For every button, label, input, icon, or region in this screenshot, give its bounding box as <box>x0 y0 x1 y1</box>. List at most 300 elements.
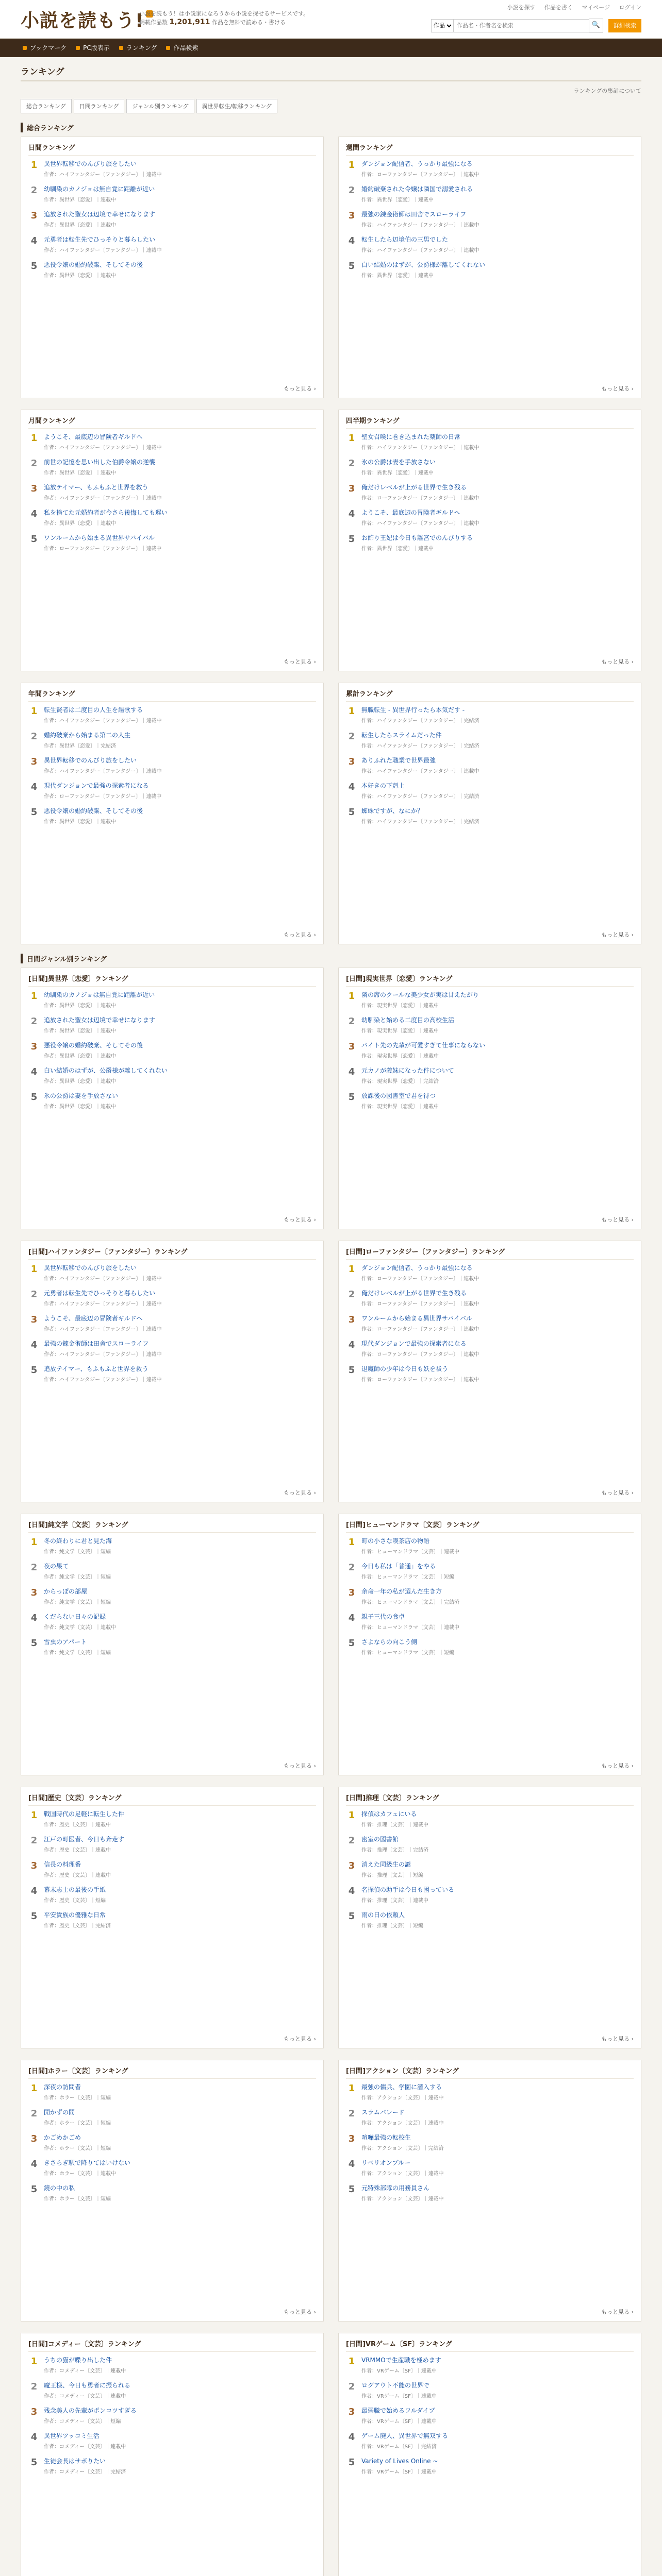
nav-pc-view[interactable]: PC版表示 <box>74 39 117 57</box>
ranking-item <box>28 1016 316 1034</box>
work-meta: 作者：異世界〔恋愛〕｜連載中 <box>44 819 116 825</box>
ranking-box <box>21 1514 324 1775</box>
rank-number: 1 <box>348 991 355 1002</box>
ranking-grid <box>21 137 641 944</box>
rank-number: 4 <box>30 1613 38 1623</box>
ranking-box <box>338 137 641 398</box>
work-title-link[interactable]: 元勇者は転生先でひっそりと暮らしたい <box>44 236 156 243</box>
tab-overall[interactable]: 総合ランキング <box>21 99 72 113</box>
work-title-link[interactable]: 最弱職で始めるフルダイブ <box>361 2407 435 2414</box>
work-title-link[interactable]: 消えた同級生の謎 <box>361 1861 411 1868</box>
ranking-item-body <box>40 2406 316 2425</box>
work-title-link[interactable]: 無職転生 - 異世界行ったら本気だす - <box>361 706 465 714</box>
rank-number: 1 <box>30 433 38 444</box>
ranking-item-body <box>357 1860 634 1878</box>
rank-number: 2 <box>30 1289 38 1300</box>
rank-number: 4 <box>30 2159 38 2170</box>
ranking-item <box>28 706 316 724</box>
work-title-link[interactable]: ありふれた職業で世界最強 <box>361 757 436 764</box>
ranking-item-body <box>357 1092 634 1110</box>
work-meta: 作者：VRゲーム〔SF〕｜連載中 <box>361 2469 437 2475</box>
work-meta: 作者：推理〔文芸〕｜連載中 <box>361 1898 428 1904</box>
more-link[interactable]: もっと見る › <box>601 1761 634 1770</box>
work-title-link[interactable]: 異世界ツッコミ生活 <box>44 2432 100 2439</box>
ranking-item-body <box>40 483 316 501</box>
work-title-link[interactable]: 異世界転移でのんびり旅をしたい <box>44 160 137 167</box>
tagline-count-label: 掲載作品数 <box>139 19 168 26</box>
ranking-item-body <box>357 2406 634 2425</box>
ranking-item-body <box>357 991 634 1009</box>
work-title-link[interactable]: 婚約破棄された令嬢は隣国で溺愛される <box>361 185 473 193</box>
work-meta: 作者：ホラー〔文芸〕｜短編 <box>44 2196 111 2202</box>
more-link[interactable]: もっと見る › <box>601 930 634 939</box>
work-title-link[interactable]: 鏡の中の私 <box>44 2184 75 2192</box>
ranking-box-title: [日間]推理〔文芸〕ランキング <box>346 1792 634 1806</box>
ranking-item <box>346 261 634 279</box>
work-title-link[interactable]: 現代ダンジョンで最強の探索者になる <box>361 1340 467 1347</box>
ranking-item <box>346 1264 634 1282</box>
ranking-item-body <box>40 706 316 724</box>
work-title-link[interactable]: 最強の錬金術師は田舎でスローライフ <box>361 211 467 218</box>
nav-ranking[interactable]: ランキング <box>117 39 164 57</box>
rank-number: 3 <box>348 1860 355 1871</box>
rank-number: 2 <box>348 1016 355 1027</box>
more-link[interactable]: もっと見る › <box>284 384 316 393</box>
ranking-box <box>21 2333 324 2576</box>
ranking-box-title: 月間ランキング <box>28 415 316 429</box>
work-meta: 作者：アクション〔文芸〕｜連載中 <box>361 2121 444 2126</box>
ranking-tabs <box>21 99 641 113</box>
util-link-login[interactable]: ログイン <box>619 4 641 11</box>
rank-number: 1 <box>30 1264 38 1275</box>
work-meta: 作者：ローファンタジー〔ファンタジー〕｜連載中 <box>361 1327 479 1332</box>
rank-number: 4 <box>348 509 355 519</box>
ranking-item-body <box>40 731 316 749</box>
work-meta: 作者：ローファンタジー〔ファンタジー〕｜連載中 <box>44 546 162 552</box>
ranking-box-title: 四半期ランキング <box>346 415 634 429</box>
work-title-link[interactable]: 追放された聖女は辺境で幸せになります <box>44 1016 156 1024</box>
work-title-link[interactable]: ダンジョン配信者、うっかり最強になる <box>361 160 473 167</box>
work-title-link[interactable]: 追放テイマー、もふもふと世界を救う <box>44 484 148 491</box>
ranking-sections <box>21 123 641 2576</box>
ranking-item <box>346 185 634 203</box>
work-title-link[interactable]: かごめかごめ <box>44 2134 81 2141</box>
more-link[interactable]: もっと見る › <box>284 930 316 939</box>
work-title-link[interactable]: 転生賢者は二度目の人生を謳歌する <box>44 706 143 714</box>
work-title-link[interactable]: 婚約破棄から始まる第二の人生 <box>44 732 131 739</box>
rank-number: 3 <box>348 1587 355 1598</box>
search-input[interactable] <box>454 19 589 32</box>
work-title-link[interactable]: 探偵はカフェにいる <box>361 1810 417 1818</box>
ranking-item <box>346 2159 634 2177</box>
more-link[interactable]: もっと見る › <box>601 384 634 393</box>
rank-number: 5 <box>30 534 38 545</box>
work-title-link[interactable]: 喧嘩最強の転校生 <box>361 2134 411 2141</box>
work-meta: 作者：異世界〔恋愛〕｜連載中 <box>361 546 434 552</box>
rank-number: 4 <box>30 509 38 519</box>
more-link[interactable]: もっと見る › <box>284 1215 316 1224</box>
work-title-link[interactable]: 幼馴染のカノジョは無自覚に距離が近い <box>44 185 155 193</box>
work-meta: 作者：VRゲーム〔SF〕｜連載中 <box>361 2394 437 2399</box>
work-meta: 作者：異世界〔恋愛〕｜連載中 <box>44 1028 116 1034</box>
work-title-link[interactable]: 現代ダンジョンで最強の探索者になる <box>44 782 149 789</box>
work-title-link[interactable]: ようこそ、最底辺の冒険者ギルドへ <box>361 509 460 516</box>
work-title-link[interactable]: ようこそ、最底辺の冒険者ギルドへ <box>44 433 143 440</box>
work-title-link[interactable]: 余命一年の私が選んだ生き方 <box>361 1588 442 1595</box>
section-title: 総合ランキング <box>21 123 641 132</box>
work-meta: 作者：ハイファンタジー〔ファンタジー〕｜完結済 <box>361 718 479 724</box>
work-title-link[interactable]: 冬の終わりに君と見た海 <box>44 1537 112 1545</box>
work-title-link[interactable]: からっぽの部屋 <box>44 1588 88 1595</box>
ranking-item <box>346 1066 634 1084</box>
work-title-link[interactable]: スラムパレード <box>361 2109 405 2116</box>
more-link[interactable]: もっと見る › <box>601 2308 634 2316</box>
ranking-item-body <box>357 1810 634 1828</box>
rank-number: 3 <box>348 1314 355 1325</box>
work-title-link[interactable]: 平安貴族の優雅な日常 <box>44 1911 106 1919</box>
work-meta: 作者：異世界〔恋愛〕｜連載中 <box>44 521 116 527</box>
rank-number: 2 <box>30 731 38 742</box>
more-link[interactable]: もっと見る › <box>601 657 634 666</box>
rank-number: 1 <box>30 1537 38 1548</box>
work-meta: 作者：ハイファンタジー〔ファンタジー〕｜連載中 <box>361 223 479 228</box>
ranking-item <box>346 1314 634 1332</box>
work-meta: 作者：ローファンタジー〔ファンタジー〕｜連載中 <box>361 496 479 501</box>
work-meta: 作者：異世界〔恋愛〕｜連載中 <box>44 1003 116 1009</box>
tab-daily[interactable]: 日間ランキング <box>74 99 125 113</box>
ranking-item-body <box>357 2133 634 2151</box>
work-meta: 作者：推理〔文芸〕｜短編 <box>361 1923 423 1929</box>
work-title-link[interactable]: 氷の公爵は妻を手放さない <box>361 459 436 466</box>
ranking-item <box>346 534 634 552</box>
ranking-item-body <box>40 509 316 527</box>
more-link[interactable]: もっと見る › <box>601 1488 634 1497</box>
work-title-link[interactable]: 隣の席のクールな美少女が実は甘えたがり <box>361 991 479 998</box>
work-title-link[interactable]: 江戸の町医者、今日も奔走す <box>44 1836 125 1843</box>
ranking-item-body <box>40 1092 316 1110</box>
ranking-item <box>28 1562 316 1580</box>
work-title-link[interactable]: 生徒会長はサボりたい <box>44 2458 106 2465</box>
ranking-item-body <box>357 1365 634 1383</box>
rank-number: 4 <box>348 1340 355 1350</box>
rank-number: 4 <box>348 1613 355 1623</box>
rank-number: 1 <box>348 2356 355 2367</box>
work-meta: 作者：ホラー〔文芸〕｜短編 <box>44 2095 111 2101</box>
rank-number: 5 <box>348 807 355 818</box>
rank-number: 5 <box>348 534 355 545</box>
search-type-select[interactable] <box>431 19 454 32</box>
rank-number: 2 <box>30 1562 38 1573</box>
work-meta: 作者：VRゲーム〔SF〕｜連載中 <box>361 2419 437 2425</box>
ranking-item-body <box>357 1638 634 1656</box>
work-title-link[interactable]: 幕末志士の最後の手紙 <box>44 1886 106 1893</box>
ranking-item <box>346 1016 634 1034</box>
ranking-item-body <box>40 1587 316 1605</box>
work-title-link[interactable]: 退魔師の少年は今日も妖を祓う <box>361 1365 449 1372</box>
ranking-item-body <box>40 1886 316 1904</box>
more-link[interactable]: もっと見る › <box>284 2035 316 2043</box>
tagline-suffix: 作品を無料で読める・書ける <box>211 19 286 26</box>
util-link-write[interactable]: 作品を書く <box>544 4 573 11</box>
ranking-item <box>346 1810 634 1828</box>
work-title-link[interactable]: 白い結婚のはずが、公爵様が離してくれない <box>361 261 486 268</box>
work-meta: 作者：ホラー〔文芸〕｜短編 <box>44 2121 111 2126</box>
rank-number: 5 <box>30 1092 38 1103</box>
ranking-item-body <box>40 1537 316 1555</box>
ranking-item <box>28 991 316 1009</box>
ranking-item <box>346 2432 634 2450</box>
rank-number: 2 <box>348 731 355 742</box>
ranking-item-body <box>40 2159 316 2177</box>
work-meta: 作者：異世界〔恋愛〕｜連載中 <box>44 197 116 203</box>
rank-number: 4 <box>30 1066 38 1077</box>
ranking-item <box>346 731 634 749</box>
work-meta: 作者：ハイファンタジー〔ファンタジー〕｜連載中 <box>361 769 479 774</box>
work-title-link[interactable]: バイト先の先輩が可愛すぎて仕事にならない <box>361 1042 486 1049</box>
work-meta: 作者：純文学〔文芸〕｜短編 <box>44 1600 111 1605</box>
work-title-link[interactable]: 雪虫のアパート <box>44 1638 87 1646</box>
ranking-item <box>346 2184 634 2202</box>
work-title-link[interactable]: VRMMOで生産職を極めます <box>361 2357 441 2364</box>
work-title-link[interactable]: ワンルームから始まる異世界サバイバル <box>361 1315 472 1322</box>
work-title-link[interactable]: 異世界転移でのんびり旅をしたい <box>44 1264 137 1272</box>
work-title-link[interactable]: くだらない日々の記録 <box>44 1613 106 1620</box>
ranking-item-body <box>357 1587 634 1605</box>
ranking-item <box>28 1289 316 1307</box>
rank-number: 5 <box>30 261 38 272</box>
work-title-link[interactable]: ワンルームから始まる異世界サバイバル <box>44 534 155 541</box>
work-meta: 作者：VRゲーム〔SF〕｜完結済 <box>361 2444 437 2450</box>
work-title-link[interactable]: 追放テイマー、もふもふと世界を救う <box>44 1365 148 1372</box>
work-meta: 作者：推理〔文芸〕｜短編 <box>361 1873 423 1878</box>
work-title-link[interactable]: 今日も私は「普通」をやる <box>361 1563 436 1570</box>
work-meta: 作者：現実世界〔恋愛〕｜連載中 <box>361 1028 439 1034</box>
work-title-link[interactable]: 悪役令嬢の婚約破棄、そしてその後 <box>44 807 143 815</box>
ranking-item-body <box>40 1562 316 1580</box>
ranking-box-title: 週間ランキング <box>346 142 634 156</box>
work-title-link[interactable]: 白い結婚のはずが、公爵様が離してくれない <box>44 1067 168 1074</box>
rank-number: 3 <box>348 210 355 221</box>
work-title-link[interactable]: 放課後の図書室で君を待つ <box>361 1092 436 1099</box>
work-title-link[interactable]: うちの猫が喋り出した件 <box>44 2357 112 2364</box>
ranking-item <box>28 1314 316 1332</box>
ranking-item <box>28 2184 316 2202</box>
ranking-item <box>28 782 316 800</box>
ranking-item-body <box>40 1314 316 1332</box>
work-title-link[interactable]: 聖女召喚に巻き込まれた薬師の日常 <box>361 433 461 440</box>
work-title-link[interactable]: 夜の果て <box>44 1563 69 1570</box>
work-title-link[interactable]: 俺だけレベルが上がる世界で生き残る <box>361 484 467 491</box>
tab-isekai[interactable]: 異世界転生/転移ランキング <box>196 99 277 113</box>
ranking-item <box>28 433 316 451</box>
ranking-item-body <box>357 2159 634 2177</box>
more-link[interactable]: もっと見る › <box>601 2035 634 2043</box>
work-meta: 作者：異世界〔恋愛〕｜連載中 <box>361 470 434 476</box>
work-title-link[interactable]: 幼馴染と始める二度目の高校生活 <box>361 1016 455 1024</box>
ranking-item <box>346 991 634 1009</box>
work-title-link[interactable]: リベリオンブルー <box>361 2159 411 2166</box>
work-title-link[interactable]: 氷の公爵は妻を手放さない <box>44 1092 119 1099</box>
work-meta: 作者：ヒューマンドラマ〔文芸〕｜連載中 <box>361 1549 459 1555</box>
ranking-item-body <box>357 2184 634 2202</box>
ranking-box <box>338 683 641 944</box>
rank-number: 3 <box>30 1587 38 1598</box>
more-link[interactable]: もっと見る › <box>284 2308 316 2316</box>
work-title-link[interactable]: 転生したら辺境伯の三男でした <box>361 236 449 243</box>
tab-genre[interactable]: ジャンル別ランキング <box>126 99 194 113</box>
ranking-item-body <box>40 2184 316 2202</box>
ranking-item-body <box>357 807 634 825</box>
ranking-item <box>28 261 316 279</box>
work-title-link[interactable]: 悪役令嬢の婚約破棄、そしてその後 <box>44 1042 143 1049</box>
detail-search-button[interactable]: 詳細検索 <box>608 19 641 32</box>
work-title-link[interactable]: 戦国時代の足軽に転生した件 <box>44 1810 125 1818</box>
work-title-link[interactable]: 最強の錬金術師は田舎でスローライフ <box>44 1340 149 1347</box>
rank-number: 1 <box>30 991 38 1002</box>
work-title-link[interactable]: 魔王様、今日も勇者に振られる <box>44 2382 131 2389</box>
work-title-link[interactable]: Variety of Lives Online ~ <box>361 2458 438 2465</box>
work-title-link[interactable]: 開かずの間 <box>44 2109 75 2116</box>
work-title-link[interactable]: 親子三代の食卓 <box>361 1613 405 1620</box>
work-title-link[interactable]: 深夜の訪問者 <box>44 2083 81 2091</box>
work-meta: 作者：推理〔文芸〕｜完結済 <box>361 1848 428 1853</box>
util-link-mypage[interactable]: マイページ <box>582 4 610 11</box>
work-meta: 作者：コメディー〔文芸〕｜連載中 <box>44 2444 126 2450</box>
work-meta: 作者：ヒューマンドラマ〔文芸〕｜完結済 <box>361 1600 459 1605</box>
rank-number: 2 <box>30 1016 38 1027</box>
util-link-find[interactable]: 小説を探す <box>507 4 536 11</box>
site-header <box>0 0 662 39</box>
work-title-link[interactable]: きさらぎ駅で降りてはいけない <box>44 2159 131 2166</box>
ranking-item-body <box>357 433 634 451</box>
work-meta: 作者：ハイファンタジー〔ファンタジー〕｜連載中 <box>44 445 162 451</box>
rank-number: 3 <box>30 2406 38 2417</box>
rank-number: 4 <box>348 235 355 246</box>
global-nav <box>0 39 662 57</box>
work-title-link[interactable]: 蜘蛛ですが、なにか？ <box>361 807 424 815</box>
more-link[interactable]: もっと見る › <box>284 657 316 666</box>
rank-number: 1 <box>348 1537 355 1548</box>
work-title-link[interactable]: 最強の傭兵、学園に潜入する <box>361 2083 442 2091</box>
ranking-item-body <box>357 1264 634 1282</box>
search-icon[interactable]: 🔍 <box>589 19 603 33</box>
work-title-link[interactable]: 私を捨てた元婚約者が今さら後悔しても遅い <box>44 509 168 516</box>
site-logo[interactable] <box>21 6 153 32</box>
ranking-item-body <box>357 782 634 800</box>
ranking-item-body <box>40 1289 316 1307</box>
work-meta: 作者：VRゲーム〔SF〕｜連載中 <box>361 2368 437 2374</box>
nav-bookmark[interactable]: ブックマーク <box>21 39 74 57</box>
work-title-link[interactable]: 幼馴染のカノジョは無自覚に距離が近い <box>44 991 155 998</box>
ranking-item <box>28 2457 316 2475</box>
ranking-item-body <box>357 2083 634 2101</box>
ranking-box-title: [日間]ハイファンタジー〔ファンタジー〕ランキング <box>28 1246 316 1260</box>
rank-number: 4 <box>348 1066 355 1077</box>
work-title-link[interactable]: ダンジョン配信者、うっかり最強になる <box>361 1264 473 1272</box>
ranking-item <box>346 1041 634 1059</box>
work-title-link[interactable]: 雨の日の依頼人 <box>361 1911 405 1919</box>
ranking-box-title: [日間]ホラー〔文芸〕ランキング <box>28 2065 316 2079</box>
ranking-box <box>21 968 324 1229</box>
ranking-item-body <box>357 458 634 476</box>
ranking-item <box>28 731 316 749</box>
ranking-item <box>28 509 316 527</box>
work-title-link[interactable]: 異世界転移でのんびり旅をしたい <box>44 757 137 764</box>
work-title-link[interactable]: 残念美人の先輩がポンコツすぎる <box>44 2407 137 2414</box>
work-title-link[interactable]: お飾り王妃は今日も離宮でのんびりする <box>361 534 473 541</box>
work-title-link[interactable]: 元カノが義妹になった件について <box>361 1067 454 1074</box>
ranking-item <box>346 782 634 800</box>
logo-text[interactable]: 小説を読もう! <box>21 10 144 31</box>
ranking-box <box>338 2333 641 2576</box>
work-title-link[interactable]: ゲーム廃人、異世界で無双する <box>361 2432 449 2439</box>
more-link[interactable]: もっと見る › <box>284 1761 316 1770</box>
work-title-link[interactable]: さよならの向こう側 <box>361 1638 418 1646</box>
work-title-link[interactable]: 悪役令嬢の婚約破棄、そしてその後 <box>44 261 143 268</box>
rank-number: 5 <box>30 807 38 818</box>
ranking-box <box>338 410 641 671</box>
work-title-link[interactable]: 転生したらスライムだった件 <box>361 732 442 739</box>
work-title-link[interactable]: 追放された聖女は辺境で幸せになります <box>44 211 156 218</box>
ranking-item-body <box>357 756 634 774</box>
work-title-link[interactable]: 本好きの下剋上 <box>361 782 405 789</box>
work-title-link[interactable]: 前世の記憶を思い出した伯爵令嬢の逆襲 <box>44 459 156 466</box>
ranking-item <box>346 1562 634 1580</box>
ranking-item-body <box>357 1911 634 1929</box>
rank-number: 4 <box>348 1886 355 1896</box>
more-link[interactable]: もっと見る › <box>284 1488 316 1497</box>
ranking-item-body <box>40 756 316 774</box>
work-title-link[interactable]: ようこそ、最底辺の冒険者ギルドへ <box>44 1315 143 1322</box>
ranking-item <box>28 1613 316 1631</box>
work-title-link[interactable]: ログアウト不能の世界で <box>361 2382 430 2389</box>
work-title-link[interactable]: 名探偵の助手は今日も困っている <box>361 1886 455 1893</box>
work-title-link[interactable]: 元勇者は転生先でひっそりと暮らしたい <box>44 1290 156 1297</box>
ranking-item-body <box>357 261 634 279</box>
work-meta: 作者：異世界〔恋愛〕｜連載中 <box>361 273 434 279</box>
more-link[interactable]: もっと見る › <box>601 1215 634 1224</box>
work-meta: 作者：コメディー〔文芸〕｜短編 <box>44 2419 121 2425</box>
ranking-item-body <box>357 210 634 228</box>
work-title-link[interactable]: 信長の料理番 <box>44 1861 81 1868</box>
ranking-item-body <box>40 2108 316 2126</box>
ranking-item <box>28 1587 316 1605</box>
work-title-link[interactable]: 俺だけレベルが上がる世界で生き残る <box>361 1290 467 1297</box>
rank-number: 5 <box>30 1911 38 1922</box>
rank-number: 3 <box>30 210 38 221</box>
work-title-link[interactable]: 密室の図書館 <box>361 1836 399 1843</box>
rank-number: 1 <box>30 1810 38 1821</box>
work-meta: 作者：異世界〔恋愛〕｜完結済 <box>44 743 116 749</box>
ranking-item-body <box>40 1860 316 1878</box>
nav-search[interactable]: 作品検索 <box>164 39 205 57</box>
ranking-item <box>28 1638 316 1656</box>
ranking-item <box>28 1092 316 1110</box>
ranking-box-title: [日間]アクション〔文芸〕ランキング <box>346 2065 634 2079</box>
ranking-about-link[interactable]: ランキングの集計について <box>573 88 641 94</box>
work-title-link[interactable]: 元特殊部隊の用務員さん <box>361 2184 430 2192</box>
rank-number: 5 <box>348 1638 355 1649</box>
ranking-box-title: [日間]異世界〔恋愛〕ランキング <box>28 973 316 987</box>
ranking-item <box>28 1264 316 1282</box>
ranking-item <box>28 534 316 552</box>
work-meta: 作者：異世界〔恋愛〕｜連載中 <box>44 1054 116 1059</box>
rank-number: 2 <box>348 1289 355 1300</box>
ranking-section <box>21 954 641 2576</box>
work-title-link[interactable]: 町の小さな喫茶店の物語 <box>361 1537 430 1545</box>
work-meta: 作者：コメディー〔文芸〕｜連載中 <box>44 2368 126 2374</box>
ranking-item <box>28 160 316 178</box>
